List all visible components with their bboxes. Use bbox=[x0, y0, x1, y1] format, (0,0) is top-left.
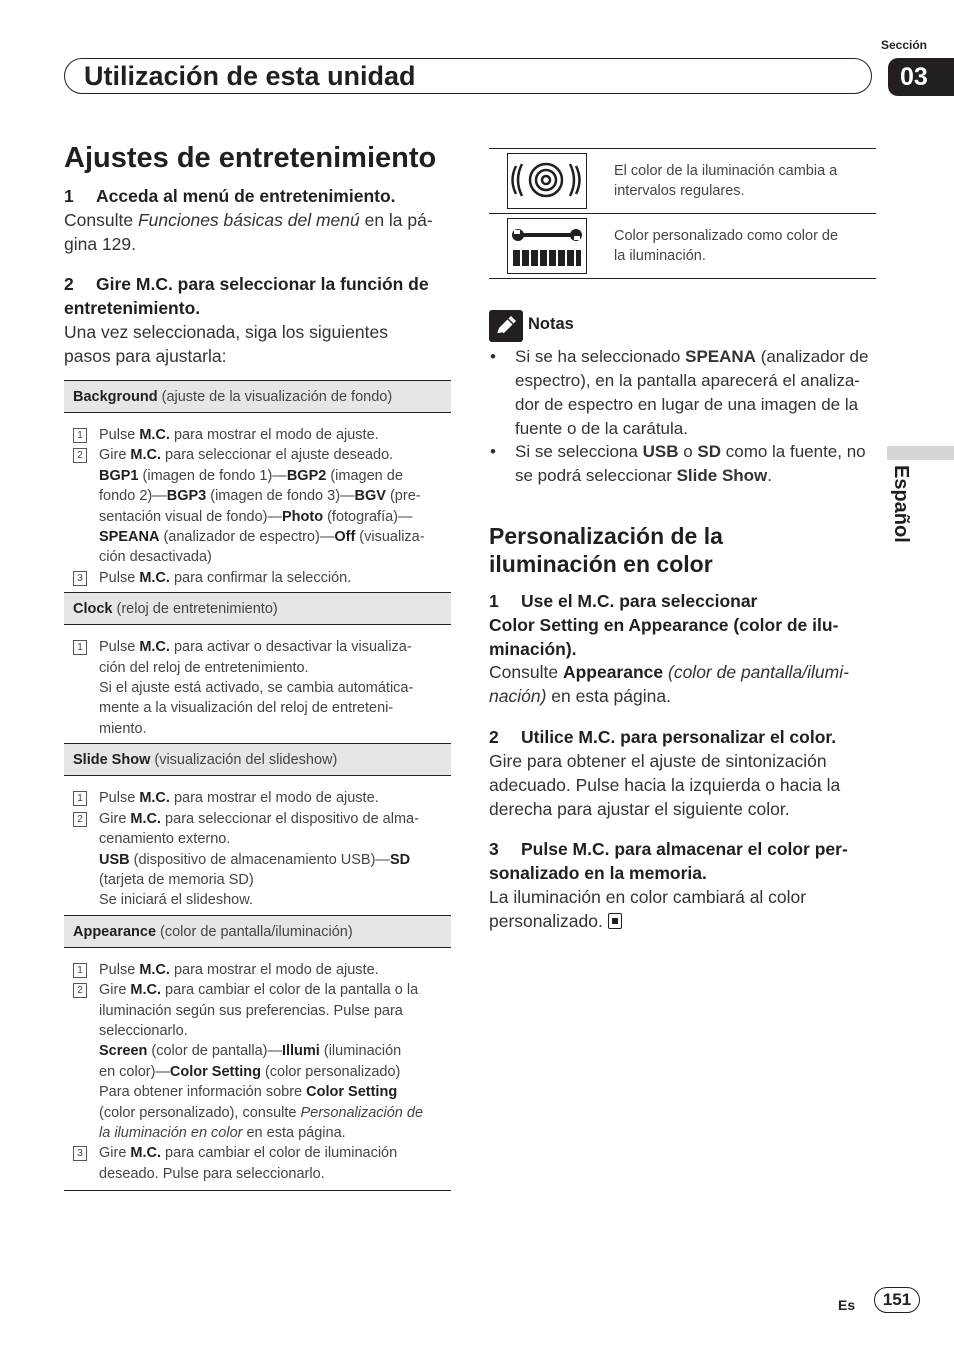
pencil-icon bbox=[489, 310, 523, 342]
note-item: • Si se ha seleccionado SPEANA (analizador de espectro), en la pantalla aparecerá el analiza-dor de espectro en lugar de una imagen de la fuente o de la carátula. bbox=[490, 347, 869, 438]
list-item: 3 Pulse M.C. para confirmar la selección. bbox=[64, 568, 451, 588]
page-number: 151 bbox=[874, 1287, 920, 1313]
background-header: Background (ajuste de la visualización de fondo) bbox=[64, 380, 451, 413]
substep-3-heading: 3 Pulse M.C. para almacenar el color per- sonalizado en la memoria. bbox=[489, 839, 848, 883]
list-item: 2 Gire M.C. para seleccionar el dispositivo de alma- cenamiento externo. USB (dispositivo de almacenamiento USB)—SD (tarjeta de memoria SD) Se iniciará el slideshow. bbox=[64, 809, 451, 911]
substep-1-heading: 1 Use el M.C. para seleccionar Color Setting en Appearance (color de ilu- minación). bbox=[489, 591, 839, 659]
speaker-waves-icon bbox=[507, 153, 587, 209]
step-1-body: Consulte Funciones básicas del menú en la pá- gina 129. bbox=[64, 210, 433, 254]
list-item: 3 Gire M.C. para cambiar el color de iluminación deseado. Pulse para seleccionarlo. bbox=[64, 1143, 451, 1184]
section-number: 03 bbox=[888, 58, 954, 96]
section-label: Sección bbox=[880, 38, 927, 52]
substep-2-heading: 2 Utilice M.C. para personalizar el color. bbox=[489, 727, 837, 747]
icon-description: El color de la iluminación cambia a intervalos regulares. bbox=[614, 163, 838, 199]
notes-title: Notas bbox=[528, 315, 574, 333]
appearance-header: Appearance (color de pantalla/iluminación) bbox=[64, 915, 451, 948]
list-item: 1 Pulse M.C. para mostrar el modo de ajuste. bbox=[64, 425, 451, 445]
note-item: • Si se selecciona USB o SD como la fuente, no se podrá seleccionar Slide Show. bbox=[490, 442, 866, 485]
list-item: 1 Pulse M.C. para mostrar el modo de ajuste. bbox=[64, 788, 451, 808]
subsection-title: Personalización de la iluminación en color bbox=[489, 523, 723, 577]
step-1-heading: 1 Acceda al menú de entretenimiento. bbox=[64, 186, 396, 206]
list-item: 2 Gire M.C. para cambiar el color de la pantalla o la iluminación según sus preferencias. Pulse para seleccionarlo. Screen (color de pantalla)—Illumi (iluminación en color)—Color Setting (color personalizado) Para obtener información sobre Color Setting (color personalizado), consulte Personalización de la iluminación en color en esta página. bbox=[64, 980, 451, 1143]
list-item: 2 Gire M.C. para seleccionar el ajuste deseado. BGP1 (imagen de fondo 1)—BGP2 (imagen de fondo 2)—BGP3 (imagen de fondo 3)—BGV (pre- sentación visual de fondo)—Photo (fotografía)— SPEANA (analizador de espectro)—Off (visualiza- ción desactivada) bbox=[64, 445, 451, 567]
step-2-heading: 2 Gire M.C. para seleccionar la función de entretenimiento. bbox=[64, 274, 429, 318]
slideshow-header: Slide Show (visualización del slideshow) bbox=[64, 743, 451, 776]
wrench-bars-icon bbox=[507, 218, 587, 274]
table-row bbox=[489, 213, 876, 279]
icon-table bbox=[489, 148, 876, 279]
substep-2-body: Gire para obtener el ajuste de sintonización adecuado. Pulse hacia la izquierda o hacia la derecha para ajustar el siguiente color. bbox=[489, 751, 841, 819]
list-item: 1 Pulse M.C. para activar o desactivar la visualiza- ción del reloj de entretenimiento. Si el ajuste está activado, se cambia automática- mente a la visualización del reloj de entreteni- miento. bbox=[64, 637, 451, 739]
side-tab bbox=[887, 446, 954, 460]
list-item: 1 Pulse M.C. para mostrar el modo de ajuste. bbox=[64, 960, 451, 980]
substep-1-body: Consulte Appearance (color de pantalla/ilumi- nación) en esta página. bbox=[489, 662, 849, 706]
table-row bbox=[489, 148, 876, 213]
header-title: Utilización de esta unidad bbox=[84, 61, 416, 91]
settings-table bbox=[64, 380, 451, 1191]
end-mark-icon bbox=[608, 913, 622, 929]
substep-3-body: La iluminación en color cambiará al color personalizado. bbox=[489, 887, 807, 931]
side-language: Español bbox=[890, 465, 912, 543]
step-2-body: Una vez seleccionada, siga los siguientes pasos para ajustarla: bbox=[64, 322, 388, 366]
page-title: Ajustes de entretenimiento bbox=[64, 142, 437, 174]
footer-lang: Es bbox=[838, 1297, 856, 1313]
clock-header: Clock (reloj de entretenimiento) bbox=[64, 592, 451, 625]
icon-description: Color personalizado como color de la iluminación. bbox=[614, 228, 839, 264]
